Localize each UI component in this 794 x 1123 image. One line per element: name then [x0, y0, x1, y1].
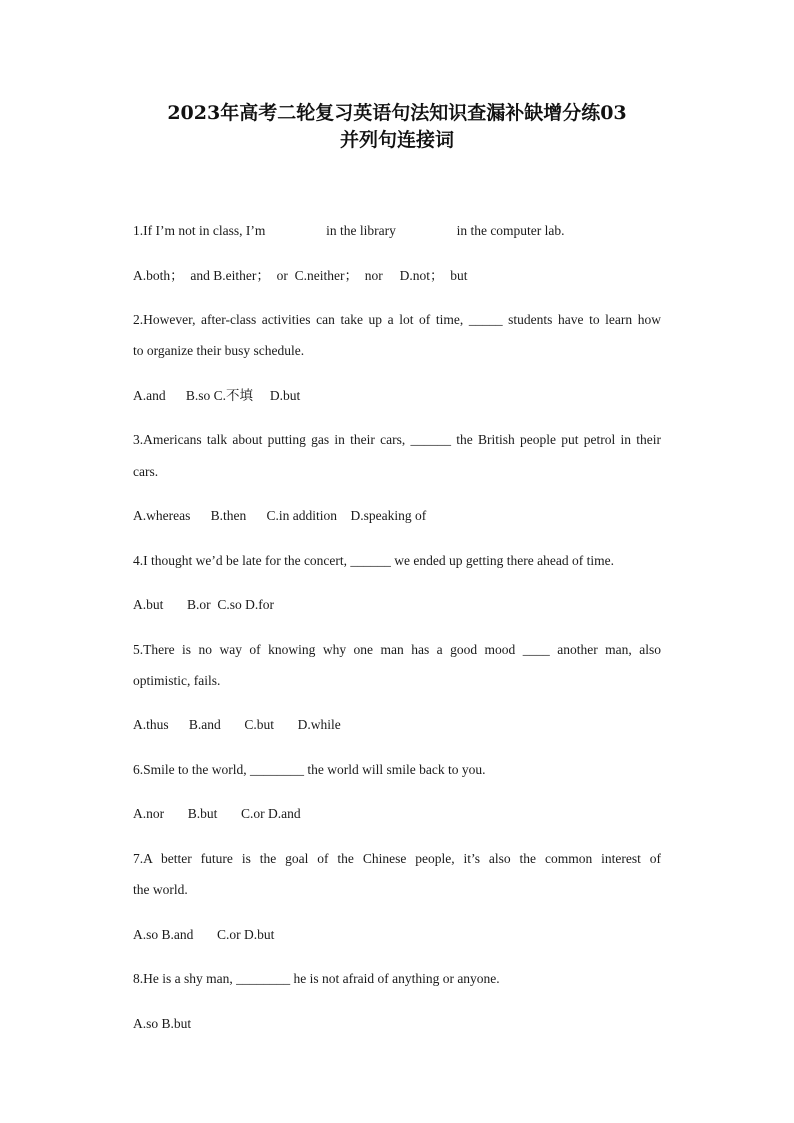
- question-1-options: A.both； and B.either； or C.neither； nor D.not； but: [133, 268, 468, 283]
- question-5-stem-continued: optimistic, fails.: [133, 673, 221, 688]
- question-3-options: A.whereas B.then C.in addition D.speaking of: [133, 508, 427, 523]
- question-8-stem: 8.He is a shy man, ________ he is not afraid of anything or anyone.: [133, 971, 500, 986]
- question-7-stem: 7.A better future is the goal of the Chinese people, it’s also the common interest of: [133, 851, 661, 866]
- question-6-stem: 6.Smile to the world, ________ the world will smile back to you.: [133, 762, 486, 777]
- question-5-options: A.thus B.and C.but D.while: [133, 717, 341, 732]
- question-5-stem: 5.There is no way of knowing why one man has a good mood ____ another man, also: [133, 642, 661, 657]
- question-3-stem-continued: cars.: [133, 464, 159, 479]
- question-2-options: A.and B.so C.不填 D.but: [133, 388, 301, 403]
- question-1-stem: 1.If I’m not in class, I’m in the library in the computer lab.: [133, 223, 565, 238]
- question-2-stem-continued: to organize their busy schedule.: [133, 343, 305, 358]
- question-4-options: A.but B.or C.so D.for: [133, 597, 274, 612]
- question-3-stem: 3.Americans talk about putting gas in their cars, ______ the British people put petrol in their: [133, 432, 661, 447]
- question-6-options: A.nor B.but C.or D.and: [133, 806, 301, 821]
- question-7-stem-continued: the world.: [133, 882, 188, 897]
- question-7-options: A.so B.and C.or D.but: [133, 927, 275, 942]
- question-2-stem: 2.However, after-class activities can take up a lot of time, _____ students have to learn how: [133, 312, 661, 327]
- document-title: 2023年高考二轮复习英语句法知识查漏补缺增分练03: [167, 102, 627, 124]
- question-4-stem: 4.I thought we’d be late for the concert, ______ we ended up getting there ahead of time.: [133, 553, 614, 568]
- question-8-options: A.so B.but: [133, 1016, 192, 1031]
- document-subtitle: 并列句连接词: [339, 129, 454, 151]
